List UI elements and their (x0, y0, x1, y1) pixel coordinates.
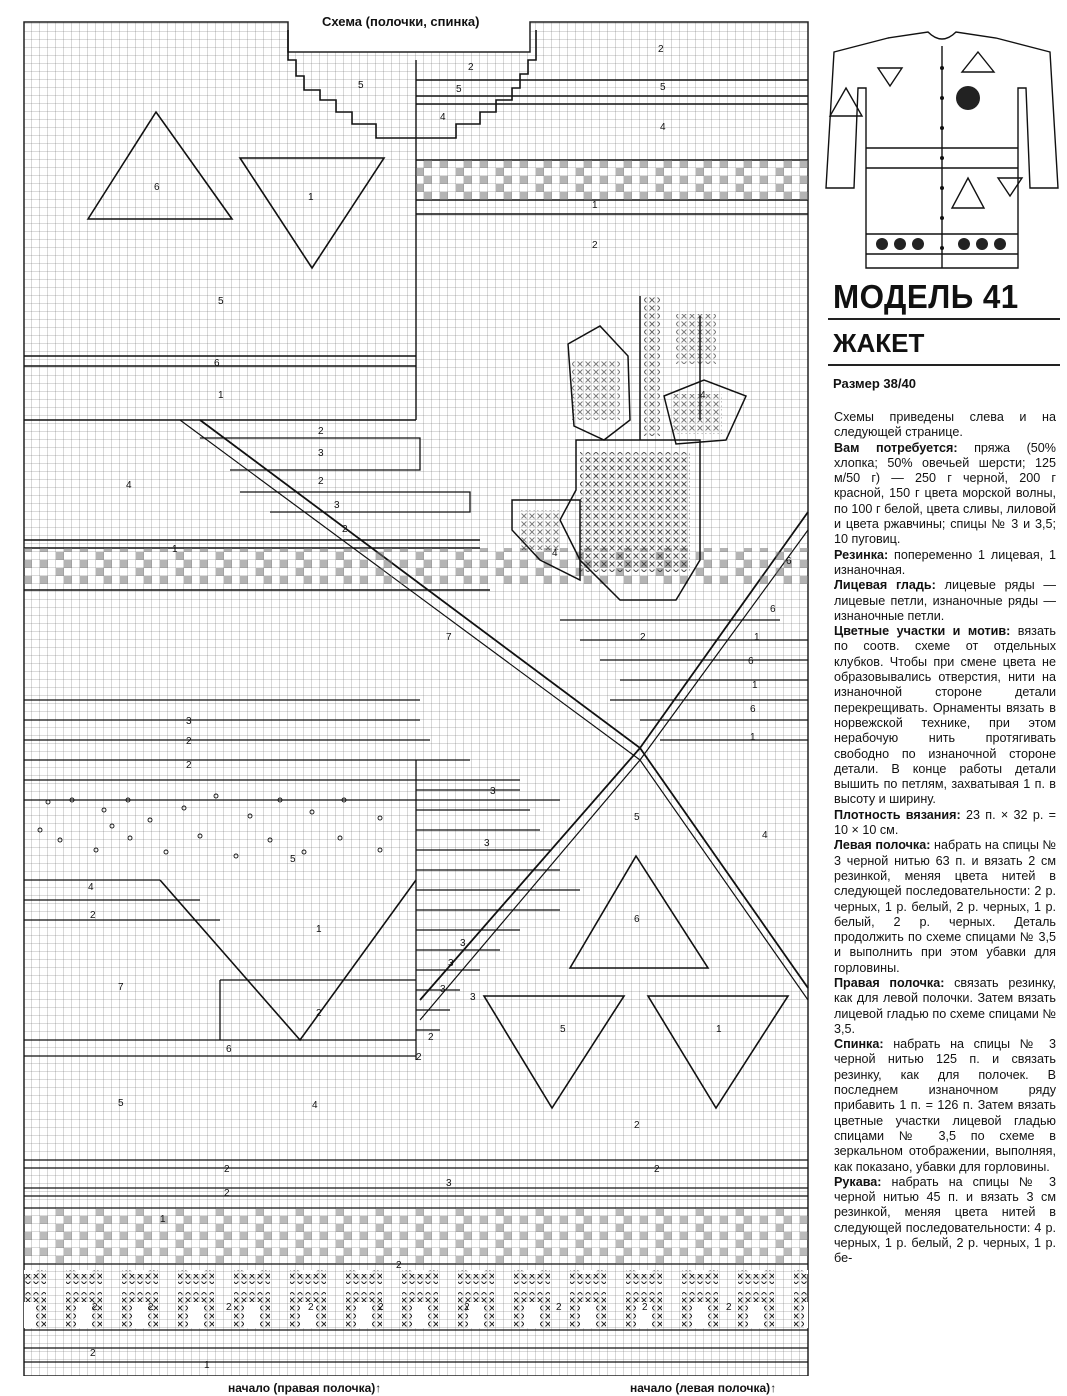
region-number: 5 (456, 84, 462, 95)
region-number: 1 (754, 632, 760, 643)
region-number: 6 (750, 704, 756, 715)
region-number: 5 (560, 1024, 566, 1035)
region-number: 2 (592, 240, 598, 251)
size-label: Размер 38/40 (833, 376, 916, 391)
rib-heading: Резинка: (834, 547, 889, 562)
region-number: 5 (634, 812, 640, 823)
region-number: 4 (762, 830, 768, 841)
region-number: 2 (308, 1302, 314, 1313)
region-number: 2 (378, 1302, 384, 1313)
arrow-up-icon: ↑ (375, 1381, 382, 1395)
region-number: 4 (312, 1100, 318, 1111)
region-number: 1 (750, 732, 756, 743)
region-number: 5 (118, 1098, 124, 1109)
region-number: 3 (334, 500, 340, 511)
rib-text: попеременно 1 лицевая, 1 изнаночная. (834, 547, 1056, 577)
region-number: 3 (460, 938, 466, 949)
chart-title: Схема (полочки, спинка) (322, 14, 480, 29)
region-number: 5 (218, 296, 224, 307)
gauge-heading: Плотность вязания: (834, 807, 961, 822)
region-number: 6 (770, 604, 776, 615)
region-number: 2 (90, 910, 96, 921)
garment-title: ЖАКЕТ (833, 328, 925, 358)
region-number: 1 (316, 924, 322, 935)
back-text: набрать на спицы № 3 черной нитью 125 п. и связать резинку, как для полочек. В последнем изнаночном ряду прибавить 1 п. = 126 п. Затем вязать цветные участки лицевой гладью спицами № 3,5 по схеме в зеркальном отображении, выполняя, как показано, убавки для горловины. (834, 1037, 1056, 1174)
start-left-text: начало (левая полочка) (630, 1381, 771, 1395)
region-number: 2 (224, 1164, 230, 1175)
region-number: 3 (186, 716, 192, 727)
region-number: 2 (640, 632, 646, 643)
region-number: 3 (484, 838, 490, 849)
region-number: 4 (88, 882, 94, 893)
gauge-text: 23 п. × 32 р. = 10 × 10 см. (834, 807, 1056, 838)
intro-text: Схемы приведены слева и на следующей странице. (834, 410, 1056, 440)
region-number: 2 (90, 1348, 96, 1359)
region-number: 1 (752, 680, 758, 691)
region-number: 2 (396, 1260, 402, 1271)
region-number: 2 (342, 524, 348, 535)
region-number: 5 (290, 854, 296, 865)
region-number: 7 (118, 982, 124, 993)
region-number: 1 (204, 1360, 210, 1371)
left-front-text: набрать на спицы № 3 черной нитью 63 п. и вязать 2 см резинкой, меняя цвета нитей в следующей последовательности: 2 р. черных, 1 р. белый, 2 р. черных, 1 р. белый, 2 р. черных. Деталь продолжить по схеме спицами № 3,5 и выполнить при этом убавки для горловины. (834, 838, 1057, 975)
materials-heading: Вам потребуется: (834, 440, 958, 455)
region-number: 2 (318, 426, 324, 437)
region-number: 1 (172, 544, 178, 555)
instructions-text (834, 410, 1056, 1267)
sleeve-heading: Рукава: (834, 1174, 882, 1189)
region-number: 6 (634, 914, 640, 925)
materials-text: пряжа (50% хлопка; 50% овечьей шерсти; 125 м/50 г) — 250 г черной, 200 г красной, 150 г цвета морской волны, по 100 г белой, цвета сливы, лиловой и цвета ржавчины; спицы № 3 и 3,5; 10 пуговиц. (834, 440, 1056, 547)
start-left-label (630, 1381, 776, 1395)
region-number: 2 (186, 760, 192, 771)
region-number: 4 (440, 112, 446, 123)
region-number: 2 (654, 1164, 660, 1175)
back-heading: Спинка: (834, 1037, 884, 1052)
region-number: 1 (716, 1024, 722, 1035)
region-number: 1 (218, 390, 224, 401)
region-number: 3 (440, 984, 446, 995)
start-right-label (228, 1381, 381, 1395)
region-number: 3 (448, 958, 454, 969)
region-number: 1 (592, 200, 598, 211)
region-number: 2 (224, 1188, 230, 1199)
arrow-up-icon: ↑ (770, 1381, 777, 1395)
region-number: 2 (416, 1052, 422, 1063)
region-number: 2 (642, 1302, 648, 1313)
region-number: 2 (92, 1302, 98, 1313)
divider (828, 364, 1060, 366)
divider (828, 318, 1060, 320)
region-number: 6 (748, 656, 754, 667)
start-right-text: начало (правая полочка) (228, 1381, 376, 1395)
region-number: 2 (726, 1302, 732, 1313)
region-number: 1 (308, 192, 314, 203)
right-front-heading: Правая полочка: (834, 975, 945, 990)
region-number: 4 (660, 122, 666, 133)
region-number: 6 (226, 1044, 232, 1055)
region-number: 3 (446, 1178, 452, 1189)
color-text: вязать по соотв. схеме от отдельных клубков. Чтобы при смене цвета не образовывались отверстия, нити на изнаночной стороне детали перекрещивать. Орнаменты вязать в норвежской технике, при этом нерабочую нить протягивать свободно по изнаночной стороне детали. В конце работы детали вышить по петлям, захватывая 1 п. в высоту и ширину. (834, 624, 1056, 807)
region-number: 3 (490, 786, 496, 797)
region-number: 2 (186, 736, 192, 747)
region-number: 6 (154, 182, 160, 193)
region-number: 2 (226, 1302, 232, 1313)
region-number: 4 (700, 390, 706, 401)
region-number: 2 (468, 62, 474, 73)
region-number: 1 (160, 1214, 166, 1225)
region-number: 5 (358, 80, 364, 91)
region-number: 3 (470, 992, 476, 1003)
region-number: 2 (428, 1032, 434, 1043)
region-number: 7 (446, 632, 452, 643)
jacket-sketch (818, 28, 1062, 280)
region-number: 2 (464, 1302, 470, 1313)
region-number: 4 (126, 480, 132, 491)
left-front-heading: Левая полочка: (834, 838, 931, 853)
region-number: 2 (318, 476, 324, 487)
region-number: 5 (660, 82, 666, 93)
region-number: 2 (634, 1120, 640, 1131)
right-front-text: связать резинку, как для левой полочки. Затем вязать лицевой гладью по схеме спицами № 3,5. (834, 975, 1057, 1036)
region-number: 3 (318, 448, 324, 459)
sleeve-text: набрать на спицы № 3 черной нитью 45 п. и вязать 3 см резинкой, меняя цвета нитей в следующей последовательности: 4 р. черных, 1 р. белый, 2 р. черных, 1 р. бе- (834, 1174, 1056, 1266)
model-title: МОДЕЛЬ 41 (833, 278, 1019, 315)
stockinette-text: лицевые ряды — лицевые петли, изнаночные ряды — изнаночные петли. (834, 578, 1056, 623)
stockinette-heading: Лицевая гладь: (834, 578, 936, 593)
region-number: 6 (786, 556, 792, 567)
region-number: 2 (316, 1008, 322, 1019)
region-number: 6 (214, 358, 220, 369)
color-heading: Цветные участки и мотив: (834, 624, 1011, 639)
region-number: 2 (148, 1302, 154, 1313)
region-number: 2 (556, 1302, 562, 1313)
region-number: 4 (552, 548, 558, 559)
region-number: 2 (658, 44, 664, 55)
